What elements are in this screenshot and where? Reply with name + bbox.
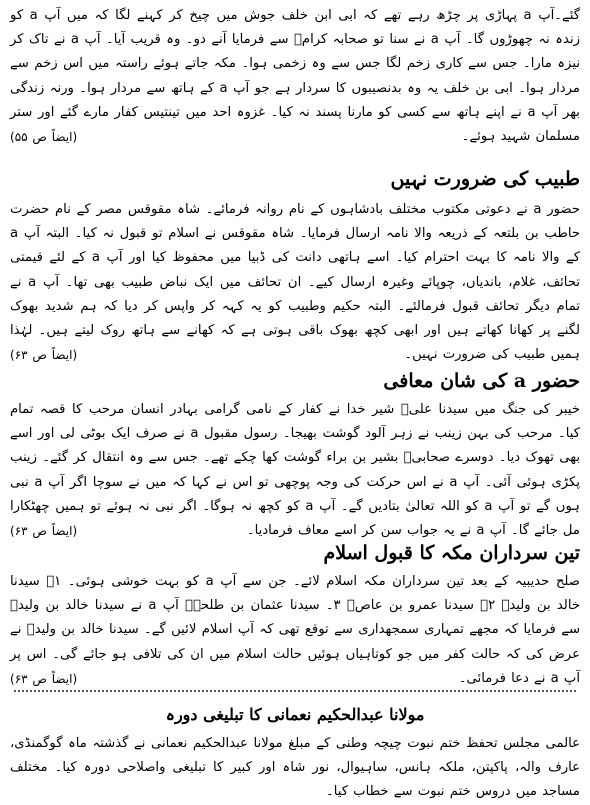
dotted-divider [14,690,576,692]
reference: (ایضاً ص ۶۳) [10,524,78,539]
reference: (ایضاً ص ۶۳) [10,348,78,363]
section-tour-report [10,702,580,805]
section-heading: طبیب کی ضرورت نہیں [390,168,580,190]
section-three-chiefs [10,540,580,691]
reference: (ایضاً ص ۵۵) [10,130,78,145]
paragraph-text: گئے۔آپ a پہاڑی پر چڑھ رہے تھے کہ ابی ابن خلف جوش میں چیخ کر کہنے لگا کہ میں آپ a کو زندہ نہ چھوڑوں گا۔ آپ a نے سنا تو صحابہ کرامؓ سے فرمایا آنے دو۔ وہ قریب آیا۔ آپ a نے تاک کر نیزہ مارا۔ جس سے کاری زخم لگا جس سے وہ زخمی ہوا۔ مکہ جاتے ہوئے راستہ میں اس زخم سے مردار ہوا۔ ابی بن خلف یہ وہ بدنصیبوں کا سردار ہے جو آپ a کے ہاتھ سے مردار ہوا۔ ورنہ زندگی بھر آپ a نے اپنے ہاتھ سے کسی کو مارنا پسند نہ کیا۔ غزوہ احد میں تینتیس کفار مارے گئے اور ستر مسلمان شہید ہوئے۔ [10,8,580,145]
paragraph-text: عالمی مجلس تحفظ ختم نبوت چیچہ وطنی کے مبلغ مولانا عبدالحکیم نعمانی نے گذشتہ ماہ گوگمنڈی، عارف والہ، پاکپتن، ملکہ ہانس، ساہیوال، نور شاہ اور کبیر کا تبلیغی واصلاحی دورہ کیا۔ مختلف مساجد میں دروس ختم نبوت سے خطاب کیا۔ [10,736,580,800]
section-death-of-ubayy [10,4,580,149]
section-heading: حضور a کی شان معافی [383,370,580,392]
section-no-need-of-physician [10,166,580,367]
section-forgiveness [10,368,580,543]
paragraph [10,398,580,543]
paragraph [10,570,580,691]
section-heading: مولانا عبدالحکیم نعمانی کا تبلیغی دورہ [165,705,425,724]
paragraph-text: صلح حدیبیہ کے بعد تین سرداران مکہ اسلام لائے۔ جن سے آپ a کو بہت خوشی ہوئی۔ ۱۔ سیدنا خالد بن ولیدؓ ۲۔ سیدنا عمرو بن عاصؓ ۳۔ سیدنا عثمان بن طلحہؓ آپ a نے سیدنا خالد بن ولیدؓ سے فرمایا کہ مجھے تمہاری سمجھداری سے توقع تھی کہ آپ اسلام لائیں گے۔ سیدنا خالد بن ولیدؓ نے عرض کی کہ حالت کفر میں جو کوتاہیاں ہوئیں حالت اسلام میں ان کی تلافی ہو جائے گی۔ اس پر آپ a نے دعا فرمائی۔ [10,574,580,686]
paragraph-text: حضور a نے دعوتی مکتوب مختلف بادشاہوں کے نام روانہ فرمائے۔ شاہ مقوقس مصر کے نام حضرت حاطب بن بلتعہ کے ذریعہ والا نامہ ارسال فرمایا۔ شاہ مقوقس نے اسلام تو قبول نہ کیا۔ البتہ آپ a کے والا نامہ کا بہت احترام کیا۔ اسے ہاتھی دانت کی ڈبیا میں محفوظ کیا اور آپ a کے لئے قیمتی تحائف، غلام، باندیاں، چوپائے وغیرہ ارسال کیے۔ ان تحائف میں ایک نباض طبیب بھی تھا۔ آپ a نے تمام دیگر تحائف قبول فرمالئے۔ البتہ حکیم وطبیب کو یہ کہہ کر واپس کر دیا کہ ہم شدید بھوک لگنے پر کھانا کھاتے ہیں اور ابھی کچھ بھوک باقی ہوتی ہے کہ کھانے سے ہاتھ روک لیتے ہیں۔ لہٰذا ہمیں طبیب کی ضرورت نہیں۔ [10,202,580,363]
section-heading: تین سرداران مکہ کا قبول اسلام [323,542,580,564]
reference: (ایضاً ص ۶۳) [10,671,78,686]
paragraph [10,4,580,149]
paragraph [10,198,580,367]
paragraph-text: خیبر کی جنگ میں سیدنا علیؓ شیر خدا نے کفار کے نامی گرامی بہادر انسان مرحب کا قصہ تمام کیا۔ مرحب کی بہن زینب نے زہر آلود گوشت بھیجا۔ رسول مقبول a نے صرف ایک بوٹی لی اور اسے بھی تھوک دیا۔ دوسرے صحابیؓ بشیر بن براء گوشت کھا چکے تھے۔ جس سے وہ انتقال کر گئے۔ زینب پکڑی ہوئی آئی۔ آپ a نے اس حرکت کی وجہ پوچھی تو اس نے کہا کہ میں نے سوچا اگر آپ a نبی ہوں گے تو آپ a کو اللہ تعالیٰ بتادیں گے۔ آپ a کو کچھ نہ ہوگا۔ اگر نبی نہ ہوئے تو ہمیں چھٹکارا مل جائے گا۔ آپ a نے یہ جواب سن کر اسے معاف فرمادیا۔ [10,402,580,539]
paragraph [10,732,580,805]
